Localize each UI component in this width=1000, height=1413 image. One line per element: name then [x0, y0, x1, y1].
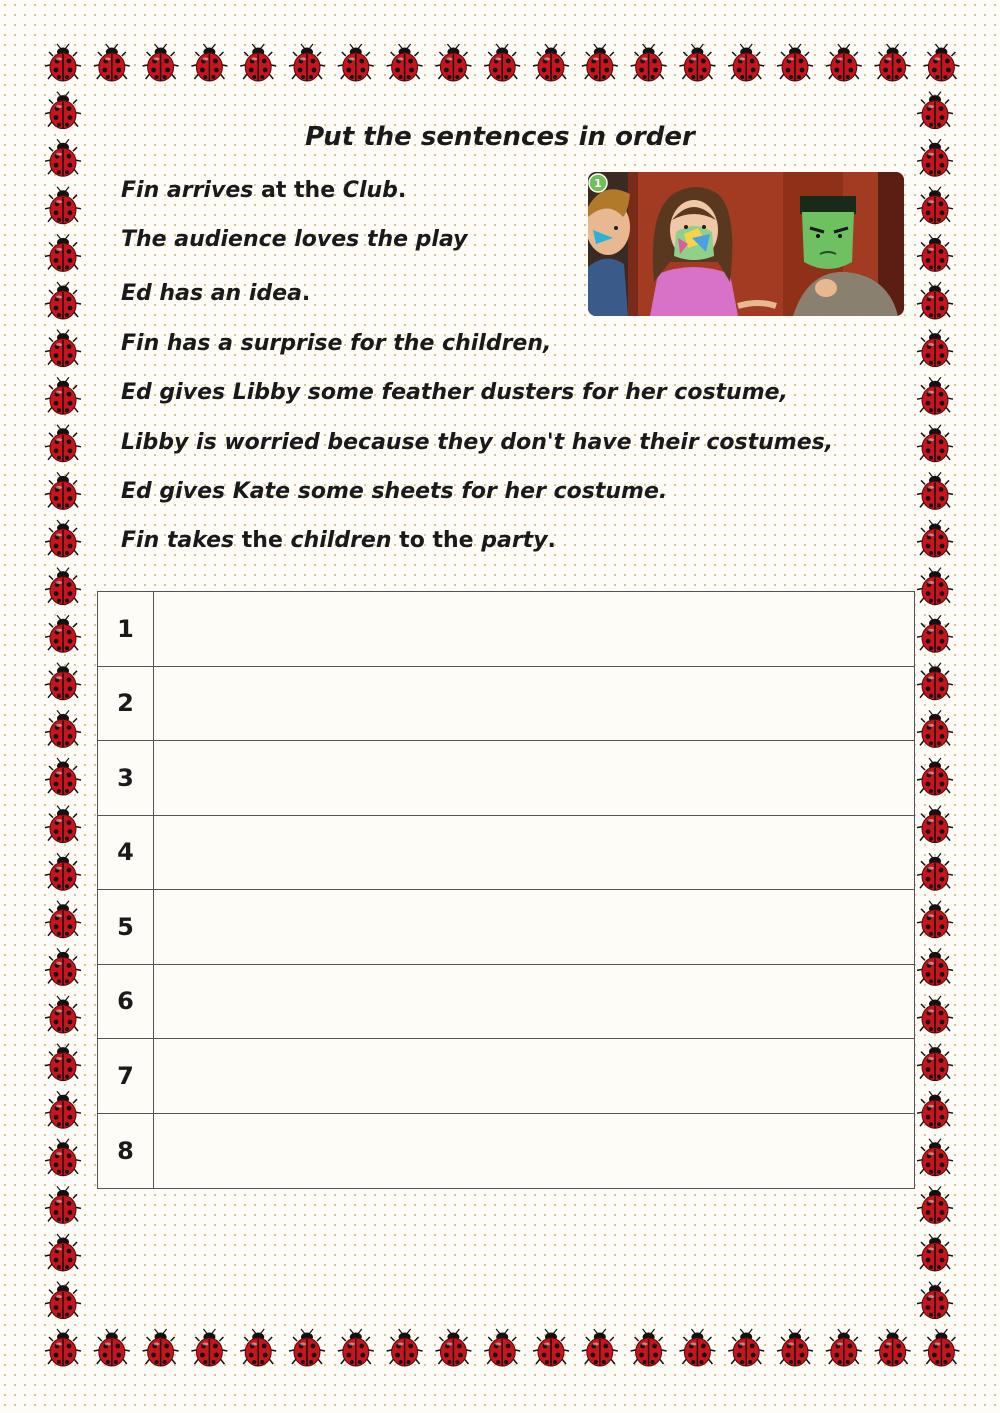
sentence-segment: Fin arrives [121, 178, 254, 203]
sentence-segment: to the [391, 528, 482, 553]
answer-blank[interactable] [154, 1114, 914, 1189]
ladybird-icon [826, 1329, 862, 1366]
ladybird-icon [484, 1329, 520, 1366]
ladybird-icon [240, 44, 276, 81]
ladybird-icon [917, 615, 953, 652]
row-number: 7 [98, 1039, 154, 1113]
ladybird-icon [917, 234, 953, 271]
ladybird-icon [917, 1044, 953, 1081]
ladybird-icon [338, 44, 374, 81]
row-number: 6 [98, 965, 154, 1039]
ladybird-icon [917, 282, 953, 319]
ladybird-icon [533, 44, 569, 81]
ladybird-icon [45, 1329, 81, 1366]
answer-blank[interactable] [154, 890, 914, 964]
ladybird-icon [826, 44, 862, 81]
ladybird-icon [45, 1234, 81, 1271]
sentence-segment: Libby is worried because they don't have their costumes, [121, 430, 834, 455]
sentence-1 [121, 178, 406, 203]
ladybird-icon [631, 44, 667, 81]
sentence-segment: party [481, 528, 548, 553]
sentence-segment: children [290, 528, 392, 553]
ladybird-icon [45, 187, 81, 224]
ladybird-icon [387, 1329, 423, 1366]
ladybird-icon [917, 948, 953, 985]
ladybird-icon [917, 187, 953, 224]
ladybird-icon [45, 710, 81, 747]
ladybird-icon [45, 1044, 81, 1081]
ladybird-icon [728, 44, 764, 81]
ladybird-icon [289, 1329, 325, 1366]
ladybird-icon [533, 1329, 569, 1366]
sentence-segment: . [301, 281, 311, 306]
sentence-8 [121, 528, 556, 553]
answer-row [98, 667, 914, 742]
ladybird-icon [923, 1329, 959, 1366]
answer-table [97, 591, 915, 1189]
ladybird-icon [338, 1329, 374, 1366]
ladybird-icon [777, 1329, 813, 1366]
ladybird-icon [728, 1329, 764, 1366]
ladybird-icon [45, 901, 81, 938]
row-number: 5 [98, 890, 154, 964]
sentence-segment: Ed gives Libby some feather dusters for her costume, [121, 380, 788, 405]
sentence-segment: . [397, 178, 407, 203]
row-number: 3 [98, 741, 154, 815]
sentence-segment: . [547, 528, 556, 553]
answer-row [98, 1114, 914, 1189]
ladybird-icon [45, 472, 81, 509]
answer-row [98, 1039, 914, 1114]
ladybird-icon [45, 425, 81, 462]
ladybird-icon [582, 44, 618, 81]
ladybird-icon [45, 1186, 81, 1223]
ladybird-icon [45, 948, 81, 985]
ladybird-icon [45, 330, 81, 367]
ladybird-icon [917, 758, 953, 795]
ladybird-icon [679, 44, 715, 81]
answer-row [98, 890, 914, 965]
sentence-segment: at the [253, 178, 343, 203]
ladybird-icon [679, 1329, 715, 1366]
ladybird-icon [923, 44, 959, 81]
answer-row [98, 816, 914, 891]
sentence-segment: Fin has a surprise for the children, [121, 331, 552, 356]
answer-blank[interactable] [154, 816, 914, 890]
ladybird-icon [45, 520, 81, 557]
answer-blank[interactable] [154, 667, 914, 741]
sentence-segment: Ed gives Kate some sheets for her costume. [121, 479, 668, 504]
ladybird-icon [45, 1282, 81, 1319]
ladybird-icon [875, 1329, 911, 1366]
worksheet-title: Put the sentences in order [305, 122, 695, 152]
row-number: 4 [98, 816, 154, 890]
ladybird-icon [191, 44, 227, 81]
row-number: 1 [98, 592, 154, 666]
sentence-segment: The audience loves the play [121, 227, 468, 252]
sentence-2 [121, 227, 467, 252]
ladybird-icon [582, 1329, 618, 1366]
ladybird-icon [917, 425, 953, 462]
sentence-6 [121, 430, 833, 455]
ladybird-icon [45, 282, 81, 319]
ladybird-icon [917, 1091, 953, 1128]
ladybird-icon [45, 44, 81, 81]
ladybird-icon [917, 996, 953, 1033]
ladybird-icon [45, 1091, 81, 1128]
ladybird-icon [143, 1329, 179, 1366]
ladybird-icon [45, 996, 81, 1033]
sentence-3 [121, 281, 310, 306]
ladybird-icon [875, 44, 911, 81]
ladybird-icon [45, 568, 81, 605]
ladybird-icon [289, 44, 325, 81]
ladybird-icon [191, 1329, 227, 1366]
row-number: 8 [98, 1114, 154, 1189]
ladybird-icon [484, 44, 520, 81]
sentence-segment: the [234, 528, 291, 553]
ladybird-icon [435, 1329, 471, 1366]
ladybird-icon [94, 1329, 130, 1366]
ladybird-icon [435, 44, 471, 81]
answer-row [98, 741, 914, 816]
ladybird-icon [45, 234, 81, 271]
story-picture [588, 172, 904, 316]
ladybird-icon [143, 44, 179, 81]
ladybird-icon [631, 1329, 667, 1366]
ladybird-icon [917, 853, 953, 890]
ladybird-icon [917, 1282, 953, 1319]
ladybird-icon [45, 806, 81, 843]
ladybird-icon [917, 806, 953, 843]
ladybird-icon [387, 44, 423, 81]
ladybird-icon [45, 1139, 81, 1176]
ladybird-icon [917, 1139, 953, 1176]
picture-badge-number: 1 [594, 177, 602, 190]
ladybird-icon [917, 330, 953, 367]
ladybird-icon [917, 710, 953, 747]
answer-blank[interactable] [154, 592, 914, 666]
answer-blank[interactable] [154, 741, 914, 815]
ladybird-icon [917, 568, 953, 605]
sentence-segment: Ed has an idea [121, 281, 302, 306]
answer-blank[interactable] [154, 965, 914, 1039]
ladybird-icon [917, 1186, 953, 1223]
sentence-segment: Fin takes [121, 528, 235, 553]
ladybird-icon [45, 615, 81, 652]
ladybird-icon [45, 853, 81, 890]
ladybird-icon [917, 377, 953, 414]
ladybird-icon [917, 472, 953, 509]
answer-row [98, 592, 914, 667]
ladybird-icon [917, 663, 953, 700]
ladybird-icon [45, 663, 81, 700]
ladybird-icon [917, 901, 953, 938]
sentence-5 [121, 380, 788, 405]
ladybird-icon [45, 377, 81, 414]
sentence-7 [121, 479, 667, 504]
answer-row [98, 965, 914, 1040]
ladybird-icon [240, 1329, 276, 1366]
sentence-segment: Club [342, 178, 398, 203]
ladybird-icon [777, 44, 813, 81]
ladybird-icon [94, 44, 130, 81]
sentence-4 [121, 331, 551, 356]
ladybird-icon [45, 758, 81, 795]
answer-blank[interactable] [154, 1039, 914, 1113]
ladybird-icon [917, 1234, 953, 1271]
ladybird-icon [917, 520, 953, 557]
row-number: 2 [98, 667, 154, 741]
